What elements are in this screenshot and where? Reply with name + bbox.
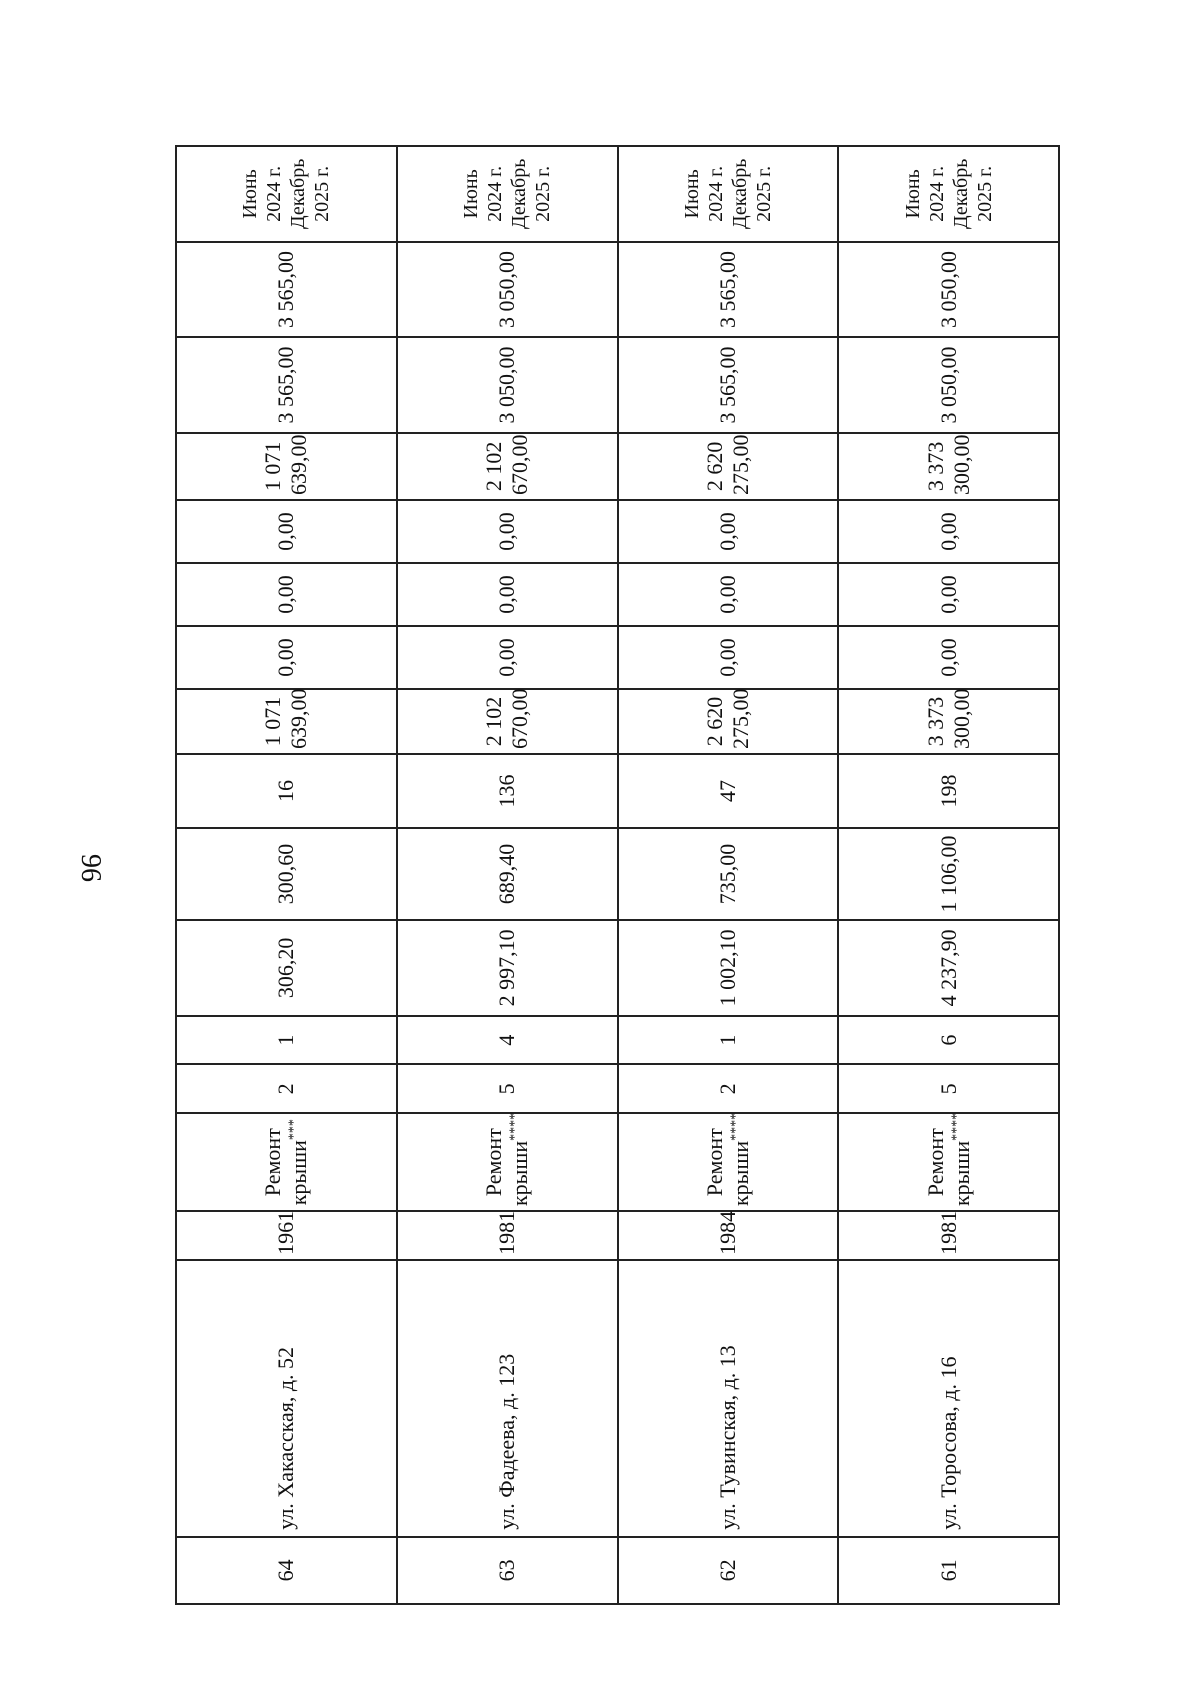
- table-row: [397, 146, 618, 1604]
- year-cell: 1981: [397, 1211, 618, 1260]
- rotated-table-frame: [175, 145, 1060, 1605]
- table-row: [176, 146, 397, 1604]
- cost-total-cell: 1 071 639,00: [176, 689, 397, 754]
- work-type-cell: [838, 1113, 1059, 1211]
- period-start: Июнь 2024 г.: [239, 165, 286, 222]
- year-cell: 1961: [176, 1211, 397, 1260]
- footnote-mark: ****: [949, 1112, 965, 1141]
- cost-owners-cell: 2 102 670,00: [397, 433, 618, 500]
- roof-area-cell: 1 106,00: [838, 828, 1059, 920]
- period-cell: [838, 146, 1059, 242]
- period-cell: [618, 146, 839, 242]
- fund-cell: 0,00: [397, 563, 618, 626]
- fund-cell: 0,00: [176, 500, 397, 563]
- period-end: Декабрь 2025 г.: [949, 158, 996, 230]
- period-start: Июнь 2024 г.: [901, 165, 948, 222]
- work-type-label: Ремонт крыши: [701, 1128, 753, 1207]
- cost-total-cell: 2 620 275,00: [618, 689, 839, 754]
- limit-cost-cell: 3 050,00: [838, 242, 1059, 338]
- unit-cost-cell: 3 050,00: [397, 337, 618, 433]
- residents-cell: 198: [838, 754, 1059, 828]
- period-start: Июнь 2024 г.: [460, 165, 507, 222]
- fund-cell: 0,00: [397, 626, 618, 689]
- fund-cell: 0,00: [176, 626, 397, 689]
- entrances-cell: 1: [618, 1016, 839, 1065]
- period-cell: [397, 146, 618, 242]
- footnote-mark: ***: [287, 1119, 303, 1141]
- period-start: Июнь 2024 г.: [680, 165, 727, 222]
- cost-total-cell: 2 102 670,00: [397, 689, 618, 754]
- fund-cell: 0,00: [838, 563, 1059, 626]
- address-cell: ул. Хакасская, д. 52: [176, 1260, 397, 1537]
- roof-area-cell: 689,40: [397, 828, 618, 920]
- row-number: 61: [838, 1537, 1059, 1604]
- footnote-mark: ****: [507, 1112, 523, 1141]
- floors-cell: 5: [397, 1064, 618, 1113]
- roof-area-cell: 300,60: [176, 828, 397, 920]
- limit-cost-cell: 3 050,00: [397, 242, 618, 338]
- entrances-cell: 1: [176, 1016, 397, 1065]
- floors-cell: 5: [838, 1064, 1059, 1113]
- area-cell: 4 237,90: [838, 920, 1059, 1016]
- roof-area-cell: 735,00: [618, 828, 839, 920]
- work-type-cell: [176, 1113, 397, 1211]
- repair-program-table: [175, 145, 1060, 1605]
- fund-cell: 0,00: [838, 500, 1059, 563]
- address-cell: ул. Торосова, д. 16: [838, 1260, 1059, 1537]
- fund-cell: 0,00: [618, 626, 839, 689]
- unit-cost-cell: 3 565,00: [618, 337, 839, 433]
- floors-cell: 2: [618, 1064, 839, 1113]
- page-number: 96: [75, 854, 106, 882]
- fund-cell: 0,00: [397, 500, 618, 563]
- entrances-cell: 6: [838, 1016, 1059, 1065]
- table-row: [618, 146, 839, 1604]
- fund-cell: 0,00: [176, 563, 397, 626]
- limit-cost-cell: 3 565,00: [176, 242, 397, 338]
- year-cell: 1984: [618, 1211, 839, 1260]
- period-end: Декабрь 2025 г.: [508, 158, 555, 230]
- fund-cell: 0,00: [618, 563, 839, 626]
- cost-owners-cell: 2 620 275,00: [618, 433, 839, 500]
- area-cell: 1 002,10: [618, 920, 839, 1016]
- footnote-mark: ****: [728, 1112, 744, 1141]
- work-type-cell: [618, 1113, 839, 1211]
- table-row: [838, 146, 1059, 1604]
- row-number: 63: [397, 1537, 618, 1604]
- work-type-cell: [397, 1113, 618, 1211]
- cost-total-cell: 3 373 300,00: [838, 689, 1059, 754]
- unit-cost-cell: 3 050,00: [838, 337, 1059, 433]
- period-end: Декабрь 2025 г.: [287, 158, 334, 230]
- entrances-cell: 4: [397, 1016, 618, 1065]
- limit-cost-cell: 3 565,00: [618, 242, 839, 338]
- residents-cell: 16: [176, 754, 397, 828]
- address-cell: ул. Тувинская, д. 13: [618, 1260, 839, 1537]
- area-cell: 2 997,10: [397, 920, 618, 1016]
- work-type-label: Ремонт крыши: [260, 1128, 312, 1206]
- address-cell: ул. Фадеева, д. 123: [397, 1260, 618, 1537]
- fund-cell: 0,00: [618, 500, 839, 563]
- cost-owners-cell: 1 071 639,00: [176, 433, 397, 500]
- residents-cell: 136: [397, 754, 618, 828]
- work-type-label: Ремонт крыши: [481, 1128, 533, 1207]
- work-type-label: Ремонт крыши: [922, 1128, 974, 1207]
- floors-cell: 2: [176, 1064, 397, 1113]
- row-number: 62: [618, 1537, 839, 1604]
- cost-owners-cell: 3 373 300,00: [838, 433, 1059, 500]
- period-end: Декабрь 2025 г.: [728, 158, 775, 230]
- period-cell: [176, 146, 397, 242]
- year-cell: 1981: [838, 1211, 1059, 1260]
- area-cell: 306,20: [176, 920, 397, 1016]
- unit-cost-cell: 3 565,00: [176, 337, 397, 433]
- fund-cell: 0,00: [838, 626, 1059, 689]
- residents-cell: 47: [618, 754, 839, 828]
- row-number: 64: [176, 1537, 397, 1604]
- table-container: [175, 145, 1060, 1605]
